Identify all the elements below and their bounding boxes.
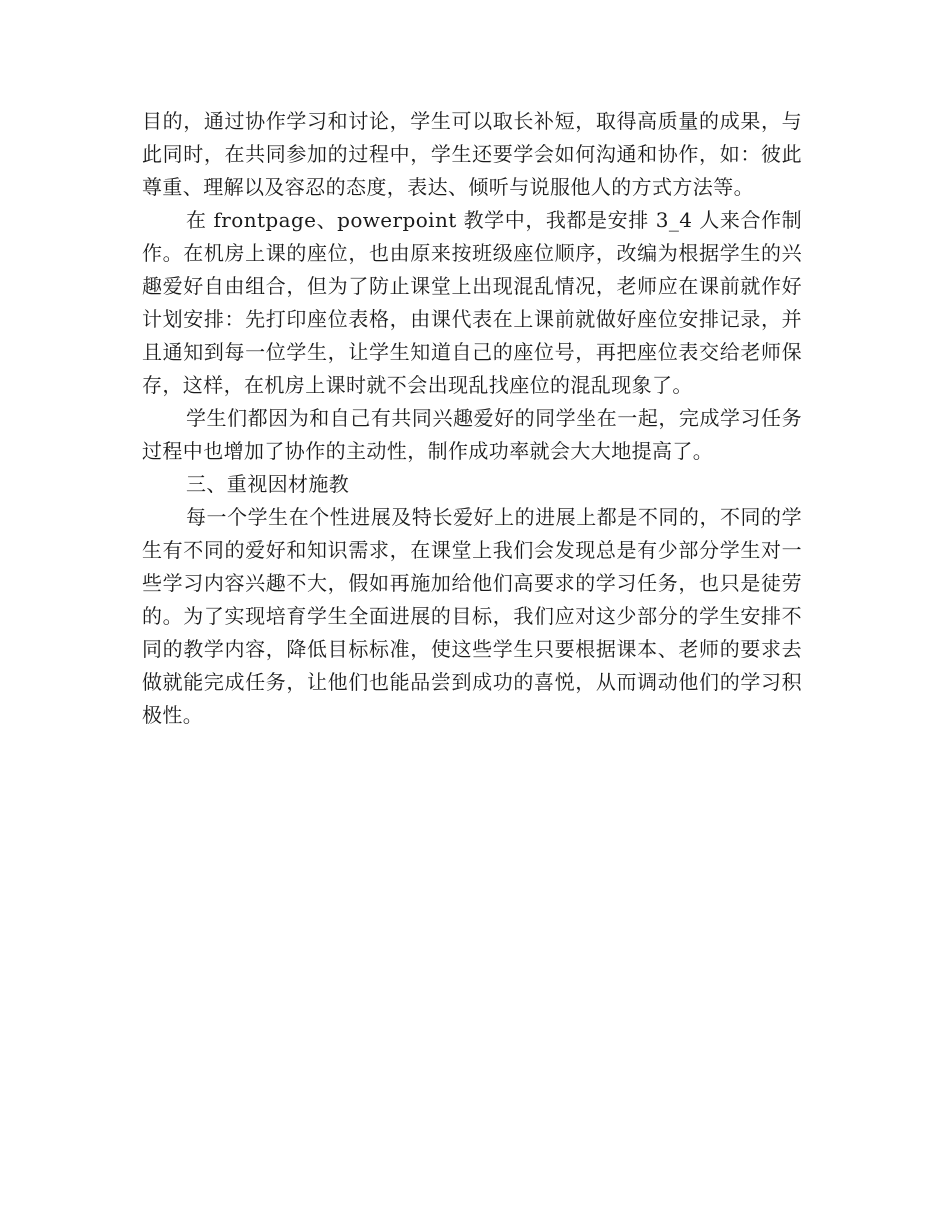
paragraph-collaboration-result: 学生们都因为和自己有共同兴趣爱好的同学坐在一起，完成学习任务过程中也增加了协作的主动性，制作成功率就会大大地提高了。	[142, 406, 802, 463]
paragraph-seating-arrangement: 在 frontpage、powerpoint 教学中，我都是安排 3_4 人来合作制作。在机房上课的座位，也由原来按班级座位顺序，改编为根据学生的兴趣爱好自由组合，但为了防止课堂上出现混乱情况，老师应在课前就作好计划安排：先打印座位表格，由课代表在上课前就做好座位安排记录，并且通知到每一位学生，让学生知道自己的座位号，再把座位表交给老师保存，这样，在机房上课时就不会出现乱找座位的混乱现象了。	[142, 208, 802, 397]
paragraph-continued: 目的，通过协作学习和讨论，学生可以取长补短，取得高质量的成果，与此同时，在共同参加的过程中，学生还要学会如何沟通和协作，如：彼此尊重、理解以及容忍的态度，表达、倾听与说服他人的方式方法等。	[142, 109, 802, 199]
document-page	[142, 105, 802, 732]
section-heading: 三、重视因材施教	[186, 472, 350, 496]
paragraph-individualized-teaching: 每一个学生在个性进展及特长爱好上的进展上都是不同的，不同的学生有不同的爱好和知识需求，在课堂上我们会发现总是有少部分学生对一些学习内容兴趣不大，假如再施加给他们高要求的学习任务，也只是徒劳的。为了实现培育学生全面进展的目标，我们应对这少部分的学生安排不同的教学内容，降低目标标准，使这些学生只要根据课本、老师的要求去做就能完成任务，让他们也能品尝到成功的喜悦，从而调动他们的学习积极性。	[142, 505, 802, 727]
